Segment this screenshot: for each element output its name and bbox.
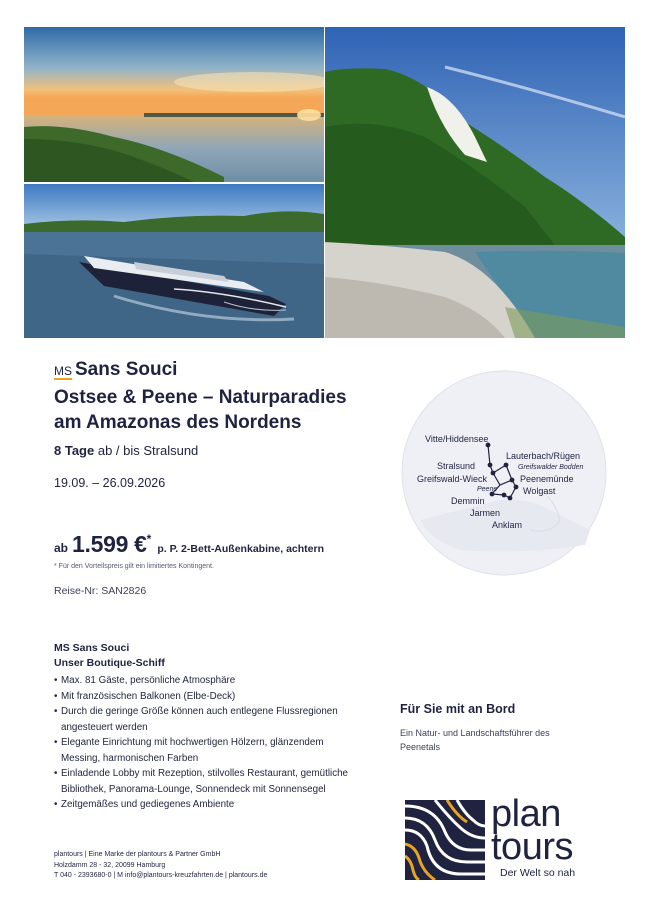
- onboard-text: Ein Natur- und Landschaftsführer des Peenetals: [400, 728, 550, 752]
- label-jarmen: Jarmen: [470, 508, 501, 518]
- features-heading: MS Sans Souci: [54, 642, 130, 654]
- logo-word-plan: plan: [491, 793, 561, 835]
- ship-features: [54, 641, 354, 813]
- stop-lauterbach: [504, 463, 509, 468]
- duration-route: ab / bis Stralsund: [97, 443, 199, 458]
- tour-number: Reise-Nr: SAN2826: [54, 585, 147, 597]
- onboard-title: Für Sie mit an Bord: [400, 702, 516, 716]
- tour-title-line1: Ostsee & Peene – Naturparadies: [54, 387, 347, 408]
- label-stralsund: Stralsund: [437, 461, 476, 471]
- ship-name-line: [54, 360, 177, 380]
- logo-word-tours: tours: [491, 826, 573, 868]
- label-lauterbach: Lauterbach/Rügen: [506, 451, 581, 461]
- list-item: • Elegante Einrichtung mit hochwertigen Hölzern, glänzendem Messing, harmonischen Farben: [54, 735, 354, 766]
- label-demmin: Demmin: [451, 496, 485, 506]
- stop-peenemuende: [510, 478, 515, 483]
- price-star: *: [146, 532, 152, 546]
- price-prefix: ab: [54, 541, 69, 555]
- plantours-logo-wordmark: [491, 793, 573, 868]
- list-item: • Mit französischen Balkonen (Elbe-Deck): [54, 689, 354, 705]
- footer-company: plantours | Eine Marke der plantours & Partner GmbH: [54, 851, 221, 858]
- features-subheading: Unser Boutique-Schiff: [54, 657, 165, 669]
- river-cruise-ship-photo: [24, 184, 324, 338]
- tour-duration: [54, 443, 198, 458]
- list-item: • Einladende Lobby mit Rezeption, stilvolles Restaurant, gemütliche Bibliothek, Panorama-Lounge, Sonnendeck mit Sonnensegel: [54, 766, 354, 797]
- sunset-lagoon-photo: [24, 27, 324, 182]
- plantours-logo-mark: [405, 800, 485, 880]
- stop-stralsund: [488, 463, 493, 468]
- list-item: • Durch die geringe Größe können auch entlegene Flussregionen angesteuert werden: [54, 704, 354, 735]
- footer-contact: [54, 850, 267, 882]
- label-bodden: Greifswalder Bodden: [518, 464, 584, 471]
- price-note: p. P. 2-Bett-Außenkabine, achtern: [157, 543, 325, 555]
- stop-wolgast: [514, 485, 519, 490]
- price-amount: 1.599 €: [72, 531, 147, 557]
- ship-name: Sans Souci: [75, 359, 178, 380]
- chalk-cliffs-photo: [325, 27, 625, 338]
- features-list: [54, 673, 354, 813]
- logo-tagline: Der Welt so nah: [500, 867, 576, 879]
- label-anklam: Anklam: [492, 520, 523, 530]
- label-peene: Peene: [477, 486, 498, 493]
- label-greifswald: Greifswald-Wieck: [417, 474, 488, 484]
- duration-days: 8 Tage: [54, 443, 95, 458]
- stop-jarmen: [502, 493, 507, 498]
- stop-anklam: [508, 496, 513, 501]
- tour-title: [54, 385, 394, 435]
- list-item: • Zeitgemäßes und gediegenes Ambiente: [54, 797, 354, 813]
- label-peenemuende: Peenemünde: [520, 474, 574, 484]
- price-line: [54, 531, 324, 558]
- photo-collage: [24, 27, 625, 338]
- route-map: [400, 370, 608, 576]
- tour-title-line2: am Amazonas des Nordens: [54, 412, 302, 433]
- label-vitte: Vitte/Hiddensee: [425, 434, 489, 444]
- footer-address: Holzdamm 28 - 32, 20099 Hamburg: [54, 861, 166, 869]
- tour-dates: 19.09. – 26.09.2026: [54, 476, 166, 490]
- list-item: • Max. 81 Gäste, persönliche Atmosphäre: [54, 673, 354, 689]
- footer-contact-line: T 040 - 2393680-0 | M info@plantours-kreuzfahrten.de | plantours.de: [54, 872, 268, 879]
- stop-greifswald: [491, 471, 496, 476]
- price-footnote: * Für den Vorteilspreis gilt ein limitiertes Kontingent.: [54, 563, 214, 570]
- ms-badge: MS: [54, 364, 72, 378]
- label-wolgast: Wolgast: [523, 486, 556, 496]
